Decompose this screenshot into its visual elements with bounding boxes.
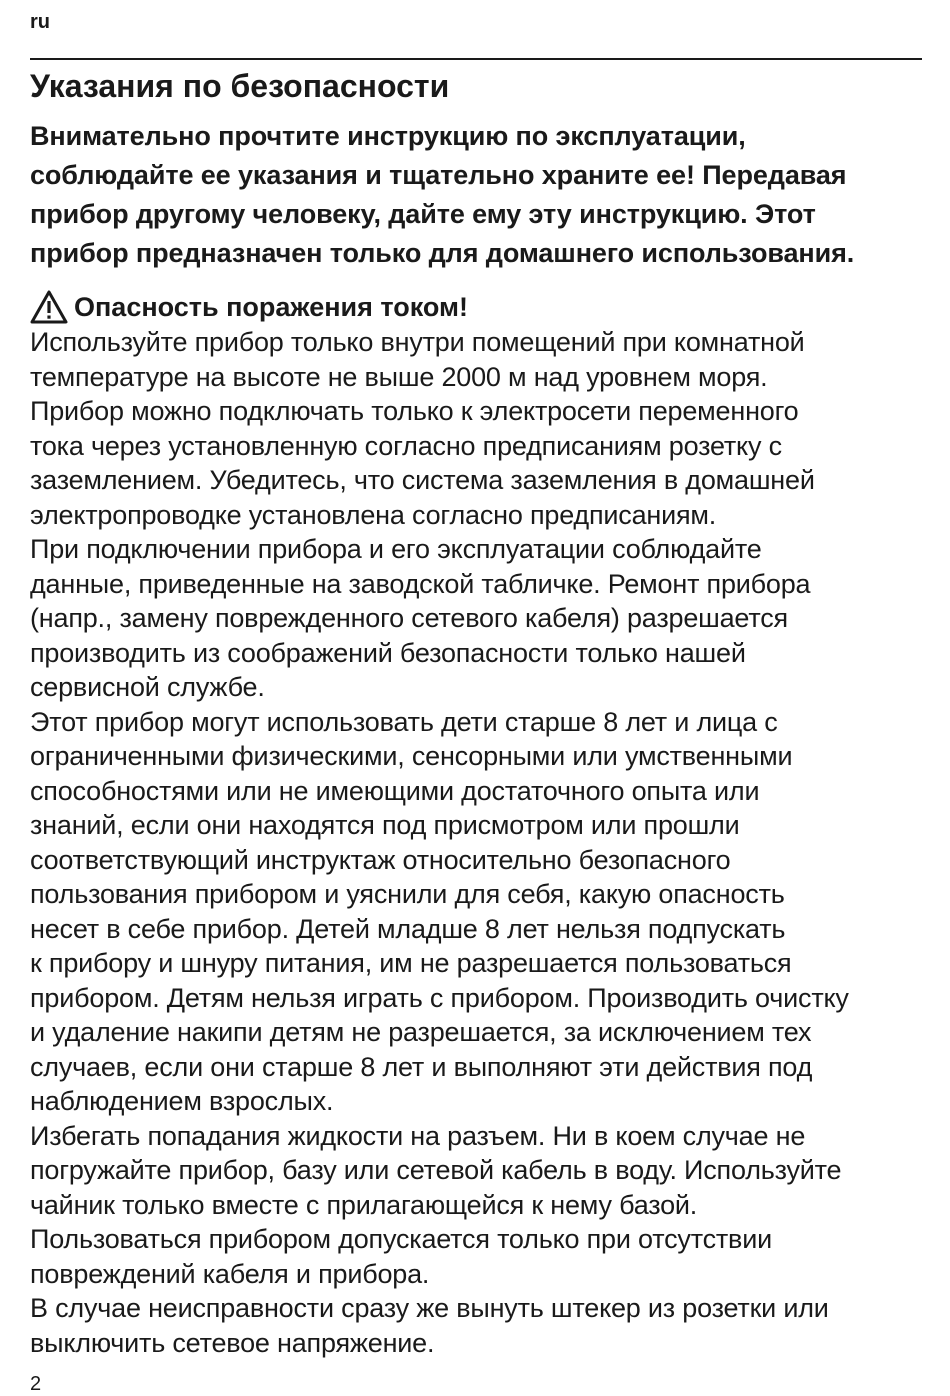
- body-line: выключить сетевое напряжение.: [30, 1327, 435, 1358]
- body-line: соответствующий инструктаж относительно безопасного: [30, 844, 731, 875]
- body-line: производить из соображений безопасности только нашей: [30, 637, 746, 668]
- intro-line: прибор другому человеку, дайте ему эту инструкцию. Этот: [30, 199, 816, 229]
- body-line: заземлением. Убедитесь, что система заземления в домашней: [30, 465, 815, 495]
- body-line: При подключении прибора и его эксплуатации соблюдайте: [30, 534, 762, 564]
- body-line: тока через установленную согласно предписаниям розетку с: [30, 430, 782, 461]
- body-line: повреждений кабеля и прибора.: [30, 1258, 430, 1289]
- body-line: случаев, если они старше 8 лет и выполняют эти действия под: [30, 1051, 813, 1082]
- body-line: несет в себе прибор. Детей младше 8 лет нельзя подпускать: [30, 913, 786, 944]
- warning-heading-text: Опасность поражения током!: [74, 291, 469, 322]
- body-line: Прибор можно подключать только к электросети переменного: [30, 396, 799, 426]
- warning-heading: [30, 288, 468, 326]
- body-line: способностями или не имеющими достаточного опыта или: [30, 775, 760, 806]
- body-line: В случае неисправности сразу же вынуть штекер из розетки или: [30, 1293, 829, 1323]
- page-title: Указания по безопасности: [30, 68, 450, 104]
- body-line: данные, приведенные на заводской табличке. Ремонт прибора: [30, 568, 811, 599]
- warning-triangle-icon: [30, 290, 68, 324]
- body-line: сервисной службе.: [30, 672, 265, 702]
- body-line: прибором. Детям нельзя играть с прибором. Производить очистку: [30, 982, 849, 1013]
- body-line: Пользоваться прибором допускается только при отсутствии: [30, 1224, 772, 1254]
- body-line: наблюдением взрослых.: [30, 1086, 334, 1116]
- page-number: 2: [30, 1373, 42, 1395]
- body-line: и удаление накипи детям не разрешается, за исключением тех: [30, 1017, 812, 1047]
- intro-paragraph: [30, 117, 930, 273]
- body-line: Избегать попадания жидкости на разъем. Ни в коем случае не: [30, 1120, 806, 1151]
- language-code: ru: [30, 11, 50, 33]
- body-line: Используйте прибор только внутри помещений при комнатной: [30, 327, 805, 357]
- body-line: ограниченными физическими, сенсорными или умственными: [30, 741, 793, 771]
- body-line: к прибору и шнуру питания, им не разрешается пользоваться: [30, 948, 792, 978]
- body-line: чайник только вместе с прилагающейся к нему базой.: [30, 1189, 698, 1220]
- header-rule: [30, 58, 922, 60]
- body-line: (напр., замену поврежденного сетевого кабеля) разрешается: [30, 603, 788, 633]
- body-line: Этот прибор могут использовать дети старше 8 лет и лица с: [30, 706, 778, 737]
- body-line: знаний, если они находятся под присмотром или прошли: [30, 810, 740, 840]
- intro-line: соблюдайте ее указания и тщательно храните ее! Передавая: [30, 160, 847, 190]
- body-line: температуре на высоте не выше 2000 м над уровнем моря.: [30, 361, 768, 392]
- body-line: пользования прибором и уяснили для себя, какую опасность: [30, 879, 785, 909]
- body-line: погружайте прибор, базу или сетевой кабель в воду. Используйте: [30, 1155, 842, 1185]
- safety-body-text: [30, 325, 930, 1360]
- intro-line: прибор предназначен только для домашнего использования.: [30, 238, 855, 268]
- intro-line: Внимательно прочтите инструкцию по эксплуатации,: [30, 121, 746, 151]
- body-line: электропроводке установлена согласно предписаниям.: [30, 499, 717, 530]
